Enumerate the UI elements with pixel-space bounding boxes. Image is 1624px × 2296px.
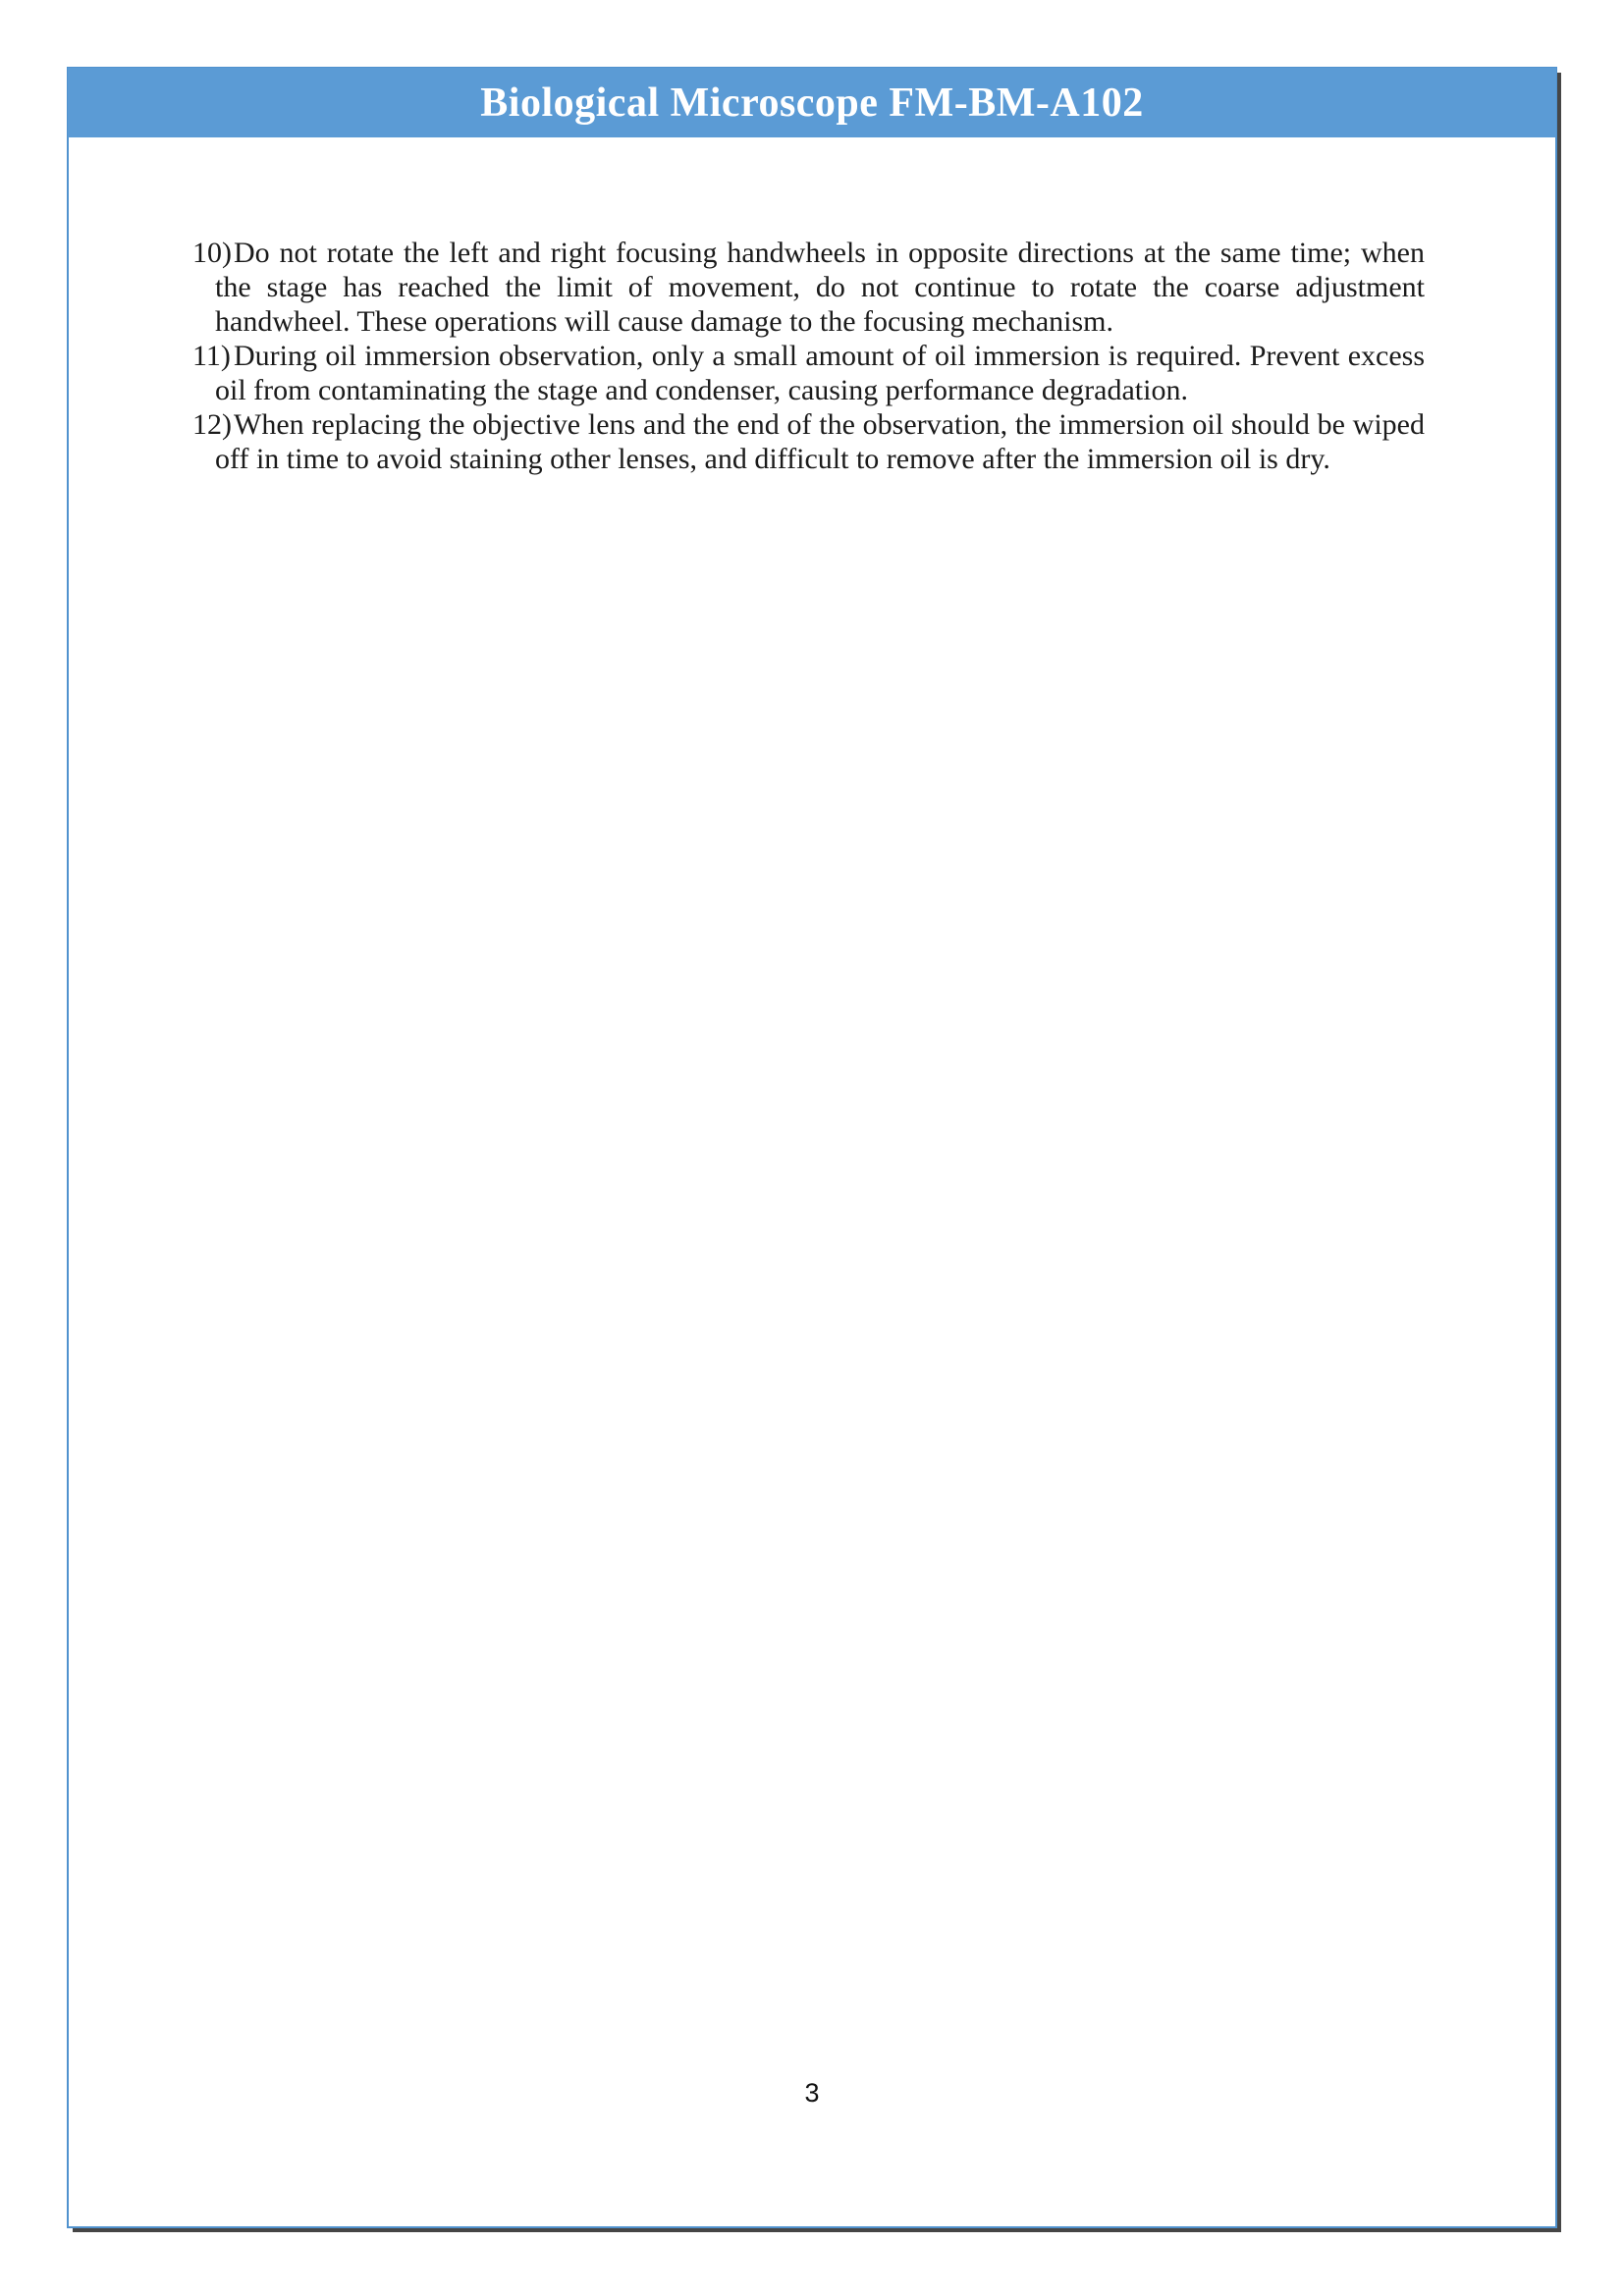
list-item (192, 236, 1425, 339)
page-number: 3 (804, 2078, 820, 2108)
page-title: Biological Microscope FM-BM-A102 (480, 80, 1144, 126)
list-item (192, 339, 1425, 407)
list-item-text: During oil immersion observation, only a small amount of oil immersion is required. Prevent excess oil from contaminating the stage and condenser, causing performance degradation. (215, 340, 1425, 406)
list-item-number: 12) (192, 408, 232, 441)
list-item-text: When replacing the objective lens and the end of the observation, the immersion oil should be wiped off in time to avoid staining other lenses, and difficult to remove after the immersion oil is dry. (215, 408, 1425, 475)
document-body (69, 137, 1555, 476)
document-page (67, 67, 1557, 2228)
list-item-number: 11) (192, 340, 231, 372)
list-item-number: 10) (192, 237, 232, 269)
document-header (68, 68, 1556, 137)
list-item-text: Do not rotate the left and right focusing handwheels in opposite directions at the same time; when the stage has reached the limit of movement, do not continue to rotate the coarse adjustment handwheel. These operations will cause damage to the focusing mechanism. (215, 237, 1425, 338)
list-item (192, 407, 1425, 476)
